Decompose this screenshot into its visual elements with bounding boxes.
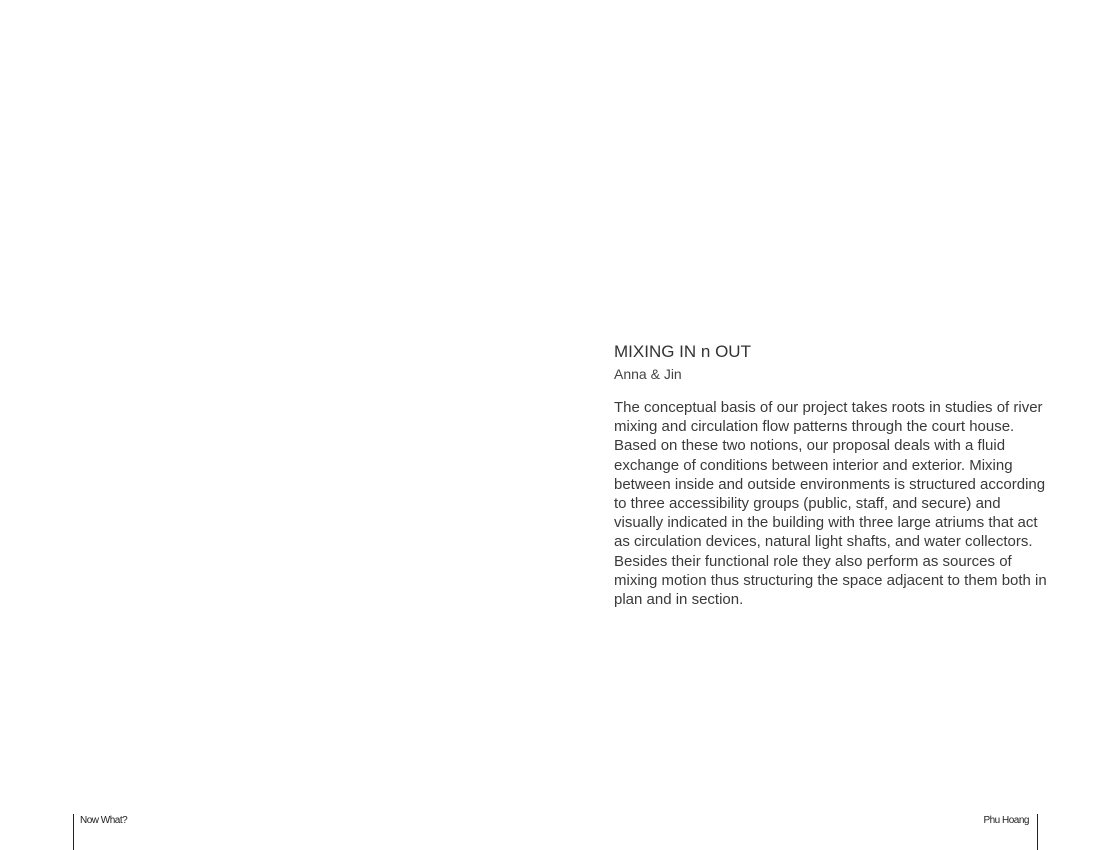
article-block bbox=[614, 342, 1054, 609]
article-title: MIXING IN n OUT bbox=[614, 342, 751, 361]
article-body: The conceptual basis of our project takes roots in studies of river mixing and circulation flow patterns through the court house. Based on these two notions, our proposal deals with a fluid exchange of conditions between interior and exterior. Mixing between inside and outside environments is structured according to three accessibility groups (public, staff, and secure) and visually indicated in the building with three large atriums that act as circulation devices, natural light shafts, and water collectors. Besides their functional role they also perform as sources of mixing motion thus structuring the space adjacent to them both in plan and in section. bbox=[614, 399, 1047, 609]
footer-right-label: Phu Hoang bbox=[983, 815, 1029, 826]
footer-right-divider bbox=[1037, 814, 1038, 850]
footer-left-label: Now What? bbox=[80, 815, 128, 826]
footer-left-divider bbox=[73, 814, 74, 850]
article-authors: Anna & Jin bbox=[614, 366, 682, 382]
